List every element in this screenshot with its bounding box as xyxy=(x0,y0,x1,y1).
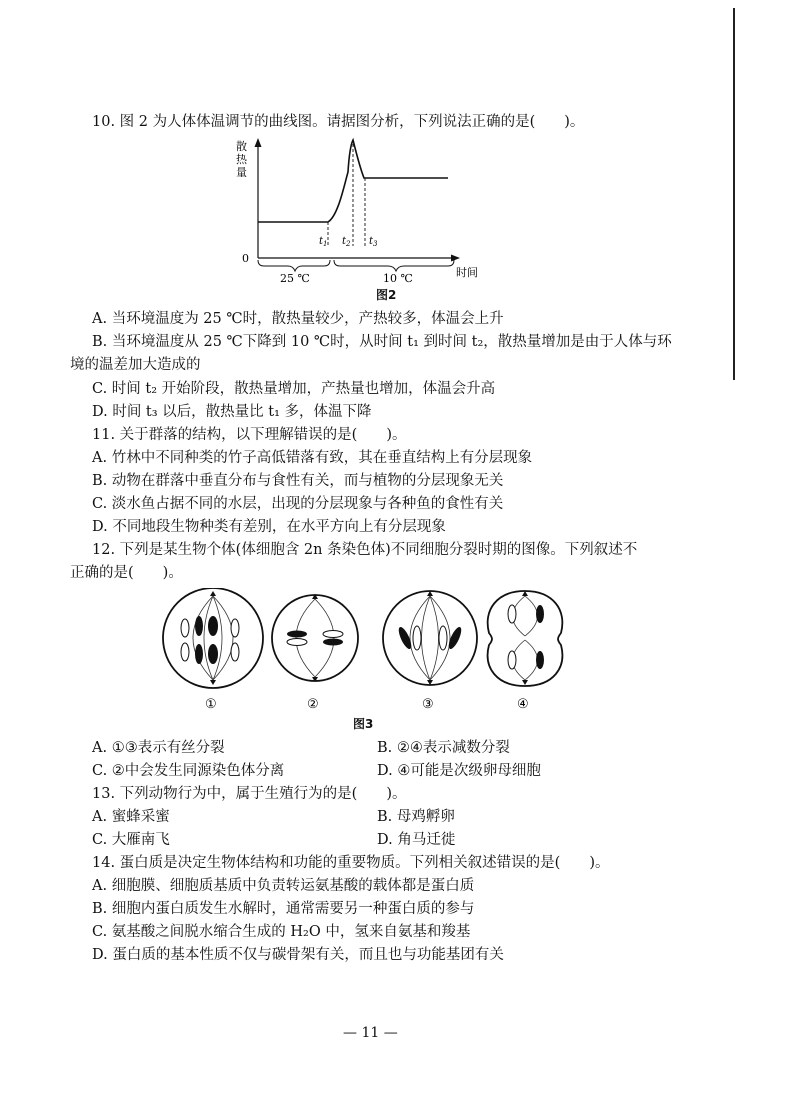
q13-option-a: A. 蜜蜂采蜜 xyxy=(92,809,170,825)
figure-2-caption: 图2 xyxy=(376,288,397,302)
t3-label: $t_3$ xyxy=(369,236,378,248)
figure-3-caption: 图3 xyxy=(353,717,374,731)
q13-option-b: B. 母鸡孵卵 xyxy=(377,809,455,825)
cell-1-label: ① xyxy=(205,697,217,712)
q12-stem-line2: 正确的是( )。 xyxy=(70,565,183,581)
cell-4-label: ④ xyxy=(517,697,529,712)
brace-10C xyxy=(334,260,454,271)
t1-label: $t_1$ xyxy=(319,236,328,248)
q13-option-c: C. 大雁南飞 xyxy=(92,832,170,848)
q14-option-a: A. 细胞膜、细胞质基质中负责转运氨基酸的载体都是蛋白质 xyxy=(92,878,475,894)
q14-option-d: D. 蛋白质的基本性质不仅与碳骨架有关，而且也与功能基团有关 xyxy=(92,947,504,963)
q12-option-c: C. ②中会发生同源染色体分离 xyxy=(92,763,285,779)
q12-stem-line1: 12. 下列是某生物个体(体细胞含 2n 条染色体)不同细胞分裂时期的图像。下列叙述不 xyxy=(92,542,638,558)
cell-2 xyxy=(272,594,358,682)
figure-3-cell-division xyxy=(155,588,575,713)
brace-25C xyxy=(258,260,330,271)
y-axis-label-2: 热 xyxy=(236,153,247,166)
q14-option-b: B. 细胞内蛋白质发生水解时，通常需要另一种蛋白质的参与 xyxy=(92,901,475,917)
x-axis-label: 时间 xyxy=(456,266,478,279)
q11-option-b: B. 动物在群落中垂直分布与食性有关，而与植物的分层现象无关 xyxy=(92,473,504,489)
x-axis-arrow xyxy=(451,255,460,262)
q11-option-c: C. 淡水鱼占据不同的水层，出现的分层现象与各种鱼的食性有关 xyxy=(92,496,504,512)
range-10C-label: 10 ℃ xyxy=(383,272,413,285)
q10-option-b-line1: B. 当环境温度从 25 ℃下降到 10 ℃时，从时间 t₁ 到时间 t₂，散热量增加是由于人体与环 xyxy=(92,334,672,350)
cell-4 xyxy=(488,591,563,686)
origin-label: 0 xyxy=(242,252,249,265)
margin-rule xyxy=(733,8,735,380)
q14-stem: 14. 蛋白质是决定生物体结构和功能的重要物质。下列相关叙述错误的是( )。 xyxy=(92,855,610,871)
q10-option-b-line2: 境的温差加大造成的 xyxy=(70,357,201,373)
q12-option-b: B. ②④表示减数分裂 xyxy=(377,740,510,756)
y-axis-arrow xyxy=(255,138,262,147)
page-number: — 11 — xyxy=(343,1025,398,1041)
q11-option-a: A. 竹林中不同种类的竹子高低错落有致，其在垂直结构上有分层现象 xyxy=(92,450,533,466)
cell-3 xyxy=(383,591,477,685)
y-axis-label-1: 散 xyxy=(236,140,247,153)
q10-option-a: A. 当环境温度为 25 ℃时，散热量较少，产热较多，体温会上升 xyxy=(92,311,504,327)
t2-label: $t_2$ xyxy=(342,236,351,248)
q10-option-c: C. 时间 t₂ 开始阶段，散热量增加，产热量也增加，体温会升高 xyxy=(92,381,496,397)
figure-2-heat-dissipation-curve xyxy=(228,134,528,304)
q11-stem: 11. 关于群落的结构，以下理解错误的是( )。 xyxy=(92,427,407,443)
range-25C-label: 25 ℃ xyxy=(280,272,310,285)
q12-option-a: A. ①③表示有丝分裂 xyxy=(92,740,225,756)
cell-1 xyxy=(163,588,263,688)
q12-option-d: D. ④可能是次级卵母细胞 xyxy=(377,763,541,779)
q10-stem: 10. 图 2 为人体体温调节的曲线图。请据图分析，下列说法正确的是( )。 xyxy=(92,114,585,130)
y-axis-label-3: 量 xyxy=(236,166,247,179)
q10-option-d: D. 时间 t₃ 以后，散热量比 t₁ 多，体温下降 xyxy=(92,404,372,420)
q13-option-d: D. 角马迁徙 xyxy=(377,832,456,848)
cell-2-label: ② xyxy=(307,697,319,712)
cell-3-label: ③ xyxy=(422,697,434,712)
q11-option-d: D. 不同地段生物种类有差别，在水平方向上有分层现象 xyxy=(92,519,446,535)
q13-stem: 13. 下列动物行为中，属于生殖行为的是( )。 xyxy=(92,786,407,802)
q14-option-c: C. 氨基酸之间脱水缩合生成的 H₂O 中，氢来自氨基和羧基 xyxy=(92,924,471,940)
